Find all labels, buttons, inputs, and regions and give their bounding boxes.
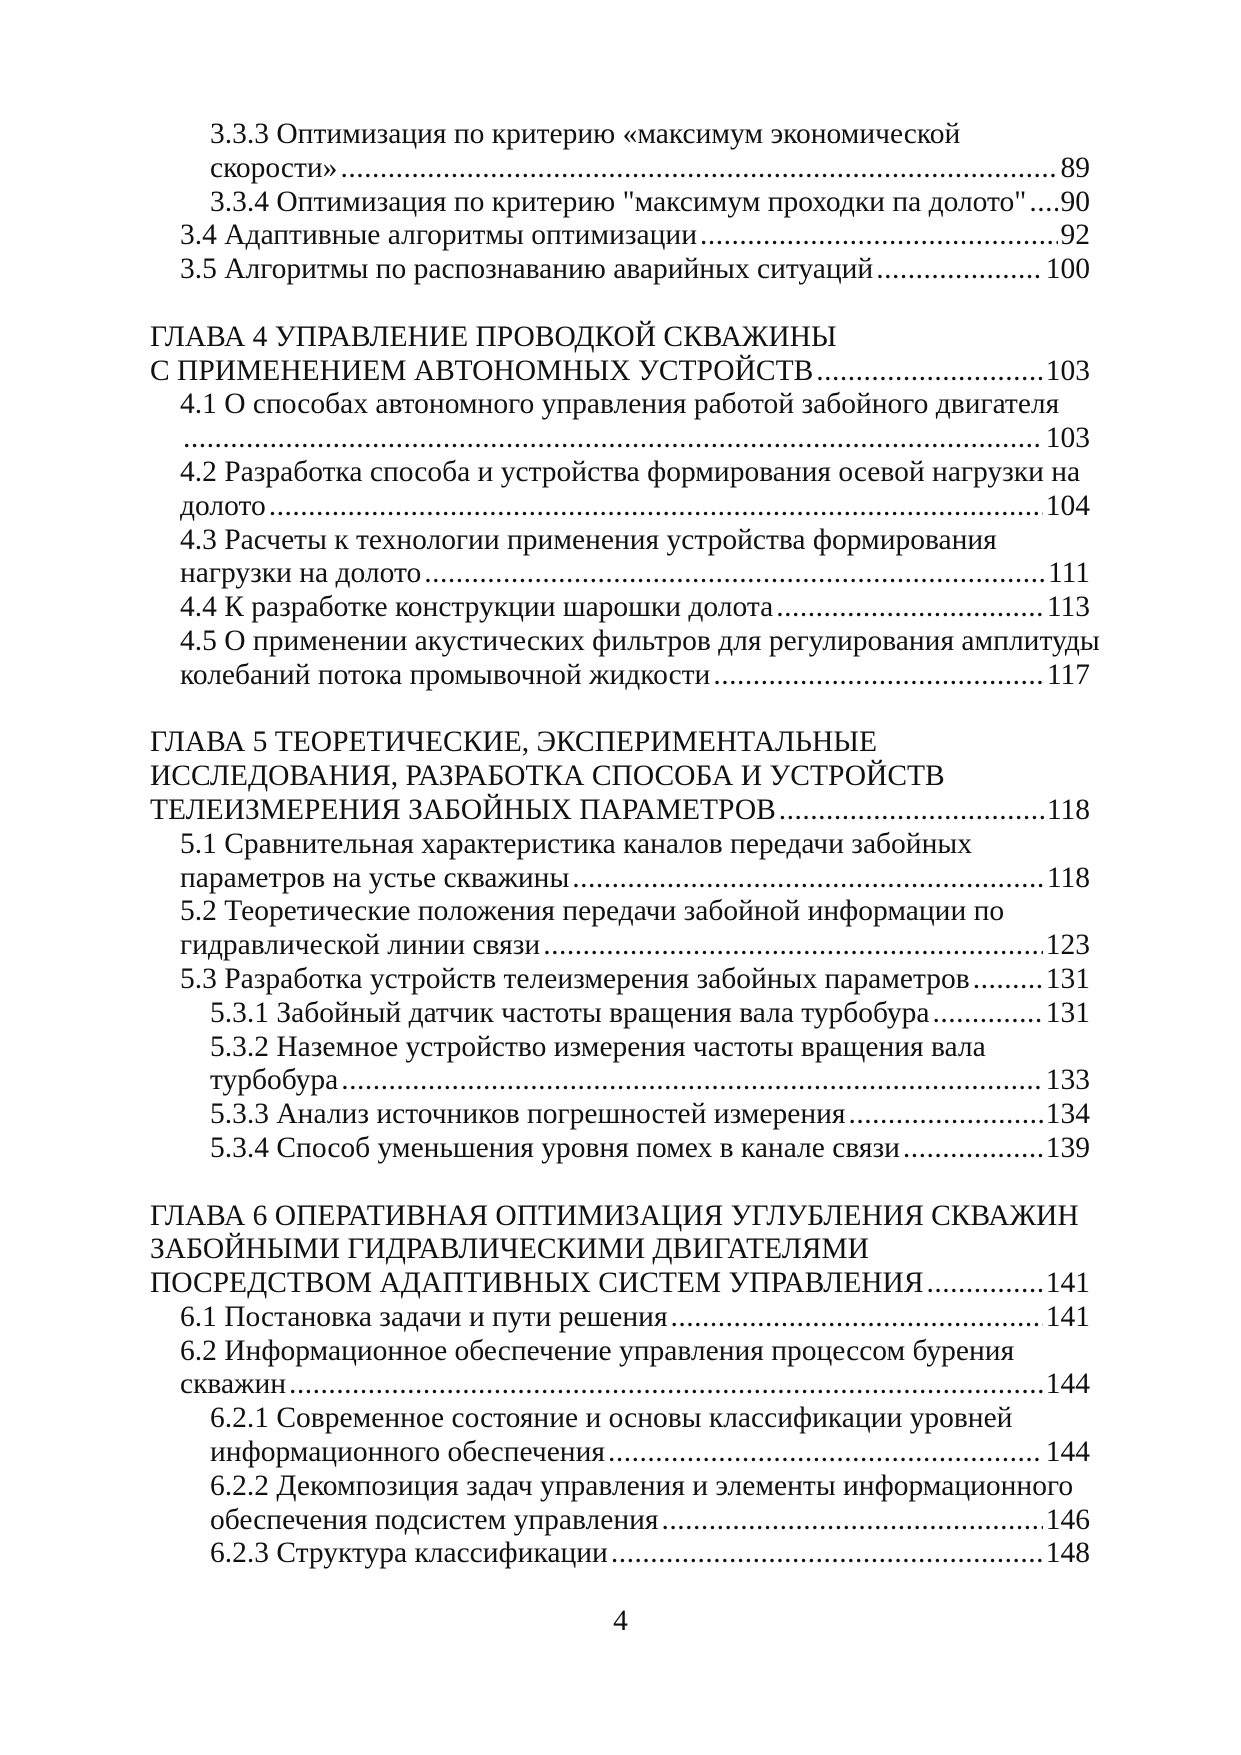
toc-entry-leader-line bbox=[150, 355, 1090, 389]
toc-page-number: 141 bbox=[1045, 1267, 1090, 1300]
toc-entry-leader-line bbox=[210, 1504, 1090, 1538]
toc-entry-leader-line bbox=[150, 794, 1090, 828]
toc-entry bbox=[180, 895, 1090, 963]
toc-page-number: 103 bbox=[1045, 354, 1090, 387]
toc-entry bbox=[180, 828, 1090, 896]
toc-entry-title: 4.4 К разработке конструкции шарошки долота bbox=[180, 591, 774, 624]
toc-entry-line: ИССЛЕДОВАНИЯ, РАЗРАБОТКА СПОСОБА И УСТРОЙСТВ bbox=[150, 760, 945, 793]
toc-entry-leader-line bbox=[180, 219, 1090, 253]
dot-leader bbox=[608, 1436, 1043, 1470]
toc-entry-line: 5.3.2 Наземное устройство измерения частоты вращения вала bbox=[210, 1030, 986, 1063]
dot-leader bbox=[543, 929, 1043, 963]
toc-entry-line: 5.2 Теоретические положения передачи забойной информации по bbox=[180, 895, 1005, 928]
dot-leader bbox=[572, 862, 1044, 896]
toc-entry bbox=[180, 1335, 1090, 1403]
toc-entry-line: ГЛАВА 4 УПРАВЛЕНИЕ ПРОВОДКОЙ СКВАЖИНЫ bbox=[150, 320, 837, 353]
toc-page-number: 104 bbox=[1045, 489, 1090, 522]
toc-entry bbox=[180, 1301, 1090, 1335]
toc-entry bbox=[180, 388, 1090, 456]
toc-page-number: 118 bbox=[1046, 793, 1090, 826]
toc-entry bbox=[210, 1402, 1090, 1470]
toc-page-number: 146 bbox=[1045, 1503, 1090, 1536]
toc-entry-line: ГЛАВА 5 ТЕОРЕТИЧЕСКИЕ, ЭКСПЕРИМЕНТАЛЬНЫЕ bbox=[150, 726, 878, 759]
toc-entry-leader-line bbox=[180, 253, 1090, 287]
toc-entry-line: ЗАБОЙНЫМИ ГИДРАВЛИЧЕСКИМИ ДВИГАТЕЛЯМИ bbox=[150, 1233, 869, 1266]
toc-entry-title: скорости» bbox=[210, 151, 338, 184]
toc-entry-line: 6.2 Информационное обеспечение управления процессом бурения bbox=[180, 1334, 1015, 1367]
toc-entry-title: параметров на устье скважины bbox=[180, 861, 570, 894]
toc-entry bbox=[210, 186, 1090, 220]
toc-entry-leader-line bbox=[180, 862, 1090, 896]
dot-leader bbox=[816, 355, 1042, 389]
toc-entry-title: 5.3.4 Способ уменьшения уровня помех в канале связи bbox=[210, 1131, 900, 1164]
toc-page-number: 133 bbox=[1045, 1064, 1090, 1097]
toc-page-number: 148 bbox=[1045, 1537, 1090, 1570]
toc-entry-leader-line bbox=[150, 1267, 1090, 1301]
toc-entry-leader-line bbox=[210, 1064, 1090, 1098]
dot-leader bbox=[424, 557, 1045, 591]
toc-entry-line: 5.1 Сравнительная характеристика каналов передачи забойных bbox=[180, 827, 972, 860]
toc-entry-line: ГЛАВА 6 ОПЕРАТИВНАЯ ОПТИМИЗАЦИЯ УГЛУБЛЕНИЯ СКВАЖИН bbox=[150, 1199, 1079, 1232]
dot-leader bbox=[340, 152, 1057, 186]
dot-leader bbox=[289, 1368, 1043, 1402]
toc-entry-leader-line bbox=[210, 152, 1090, 186]
toc-page-number: 113 bbox=[1046, 591, 1090, 624]
toc-page-number: 89 bbox=[1060, 151, 1090, 184]
toc-entry bbox=[210, 1537, 1090, 1571]
toc-entry bbox=[180, 591, 1090, 625]
dot-leader bbox=[933, 997, 1043, 1031]
toc-page-number: 141 bbox=[1045, 1300, 1090, 1333]
toc-entry-leader-line bbox=[210, 186, 1090, 220]
toc-entry-leader-line bbox=[180, 1368, 1090, 1402]
dot-leader bbox=[713, 659, 1044, 693]
toc-entry bbox=[210, 1031, 1090, 1099]
toc-entry-title: турбобура bbox=[210, 1064, 339, 1097]
toc-entry-leader-line bbox=[180, 929, 1090, 963]
toc-entry-line: 6.2.2 Декомпозиция задач управления и элементы информационного bbox=[210, 1469, 1074, 1502]
toc-entry bbox=[210, 1098, 1090, 1132]
toc-entry-leader-line bbox=[210, 1436, 1090, 1470]
dot-leader bbox=[671, 1301, 1043, 1335]
toc-entry bbox=[180, 219, 1090, 253]
toc-page-number: 100 bbox=[1045, 253, 1090, 286]
toc-entry-leader-line bbox=[180, 963, 1090, 997]
toc-page-number: 92 bbox=[1060, 219, 1090, 252]
toc-entry-title: 5.3.1 Забойный датчик частоты вращения вала турбобура bbox=[210, 996, 930, 1029]
toc-entry-leader-line bbox=[180, 490, 1090, 524]
toc-entry-line: 4.2 Разработка способа и устройства формирования осевой нагрузки на bbox=[180, 455, 1081, 488]
toc-entry-title: 3.3.4 Оптимизация по критерию "максимум проходки па долото" bbox=[210, 185, 1027, 218]
toc-page-number: 103 bbox=[1045, 422, 1090, 455]
toc-entry-leader-line bbox=[210, 1537, 1090, 1571]
toc-entry-title: 3.5 Алгоритмы по распознаванию аварийных ситуаций bbox=[180, 253, 874, 286]
toc-entry-line: 3.3.3 Оптимизация по критерию «максимум экономической bbox=[210, 118, 961, 150]
toc-page-number: 134 bbox=[1045, 1098, 1090, 1131]
toc-entry-leader-line bbox=[210, 1098, 1090, 1132]
toc-entry-title: 3.4 Адаптивные алгоритмы оптимизации bbox=[180, 219, 697, 252]
table-of-contents bbox=[150, 118, 1100, 1571]
toc-page-number: 144 bbox=[1045, 1368, 1090, 1401]
toc-page-number: 131 bbox=[1045, 996, 1090, 1029]
dot-leader bbox=[776, 591, 1044, 625]
toc-page-number: 111 bbox=[1047, 557, 1090, 590]
dot-leader bbox=[849, 1098, 1043, 1132]
toc-entry-title: 5.3 Разработка устройств телеизмерения забойных параметров bbox=[180, 962, 970, 995]
toc-entry bbox=[180, 963, 1090, 997]
toc-entry-leader-line bbox=[180, 1301, 1090, 1335]
toc-page-number: 144 bbox=[1045, 1436, 1090, 1469]
dot-leader bbox=[779, 794, 1044, 828]
toc-page-number: 90 bbox=[1060, 185, 1090, 218]
dot-leader bbox=[341, 1064, 1043, 1098]
toc-entry-title: информационного обеспечения bbox=[210, 1436, 605, 1469]
toc-page-number: 117 bbox=[1046, 658, 1090, 691]
toc-entry-title: 6.1 Постановка задачи и пути решения bbox=[180, 1300, 668, 1333]
toc-entry-title: 5.3.3 Анализ источников погрешностей измерения bbox=[210, 1098, 846, 1131]
toc-entry bbox=[180, 524, 1090, 592]
toc-entry-leader-line bbox=[210, 997, 1090, 1031]
dot-leader bbox=[661, 1504, 1042, 1538]
toc-entry-title: ПОСРЕДСТВОМ АДАПТИВНЫХ СИСТЕМ УПРАВЛЕНИЯ bbox=[150, 1267, 924, 1300]
toc-entry-title: С ПРИМЕНЕНИЕМ АВТОНОМНЫХ УСТРОЙСТВ bbox=[150, 354, 814, 387]
toc-entry bbox=[180, 253, 1090, 287]
toc-entry-line: 4.5 О применении акустических фильтров для регулирования амплитуды bbox=[180, 624, 1100, 657]
toc-entry-title: 6.2.3 Структура классификации bbox=[210, 1537, 608, 1570]
dot-leader bbox=[1029, 186, 1057, 220]
toc-entry-title: колебаний потока промывочной жидкости bbox=[180, 658, 711, 691]
toc-chapter-entry bbox=[150, 321, 1090, 389]
toc-entry bbox=[210, 118, 1090, 186]
dot-leader bbox=[700, 219, 1058, 253]
toc-entry-leader-line bbox=[180, 659, 1090, 693]
toc-entry bbox=[210, 997, 1090, 1031]
toc-entry-line: 4.1 О способах автономного управления работой забойного двигателя bbox=[180, 388, 1060, 421]
dot-leader bbox=[183, 422, 1043, 456]
toc-entry-leader-line bbox=[210, 1132, 1090, 1166]
toc-entry-title: скважин bbox=[180, 1368, 287, 1401]
dot-leader bbox=[927, 1267, 1043, 1301]
dot-leader bbox=[973, 963, 1043, 997]
toc-entry-leader-line bbox=[180, 557, 1090, 591]
toc-entry bbox=[210, 1470, 1090, 1538]
toc-page-number: 118 bbox=[1046, 861, 1090, 894]
dot-leader bbox=[903, 1132, 1043, 1166]
toc-page-number: 139 bbox=[1045, 1131, 1090, 1164]
page-number: 4 bbox=[613, 1605, 628, 1637]
toc-chapter-entry bbox=[150, 726, 1090, 827]
toc-entry bbox=[210, 1132, 1090, 1166]
toc-entry-title: обеспечения подсистем управления bbox=[210, 1503, 659, 1536]
toc-entry-title: ТЕЛЕИЗМЕРЕНИЯ ЗАБОЙНЫХ ПАРАМЕТРОВ bbox=[150, 793, 776, 826]
toc-entry-line: 6.2.1 Современное состояние и основы классификации уровней bbox=[210, 1402, 1013, 1435]
toc-page-number: 123 bbox=[1045, 929, 1090, 962]
toc-entry-leader-line bbox=[180, 422, 1090, 456]
toc-entry-title: гидравлической линии связи bbox=[180, 929, 541, 962]
toc-entry bbox=[180, 456, 1090, 524]
toc-entry-line: 4.3 Расчеты к технологии применения устройства формирования bbox=[180, 523, 997, 556]
toc-entry bbox=[180, 624, 1100, 693]
toc-entry-leader-line bbox=[180, 591, 1090, 625]
dot-leader bbox=[269, 490, 1043, 524]
toc-entry-title: долото bbox=[180, 489, 266, 522]
dot-leader bbox=[611, 1537, 1043, 1571]
toc-entry-title: нагрузки на долото bbox=[180, 557, 422, 590]
toc-page-number: 131 bbox=[1045, 962, 1090, 995]
toc-chapter-entry bbox=[150, 1200, 1090, 1301]
dot-leader bbox=[876, 253, 1043, 287]
